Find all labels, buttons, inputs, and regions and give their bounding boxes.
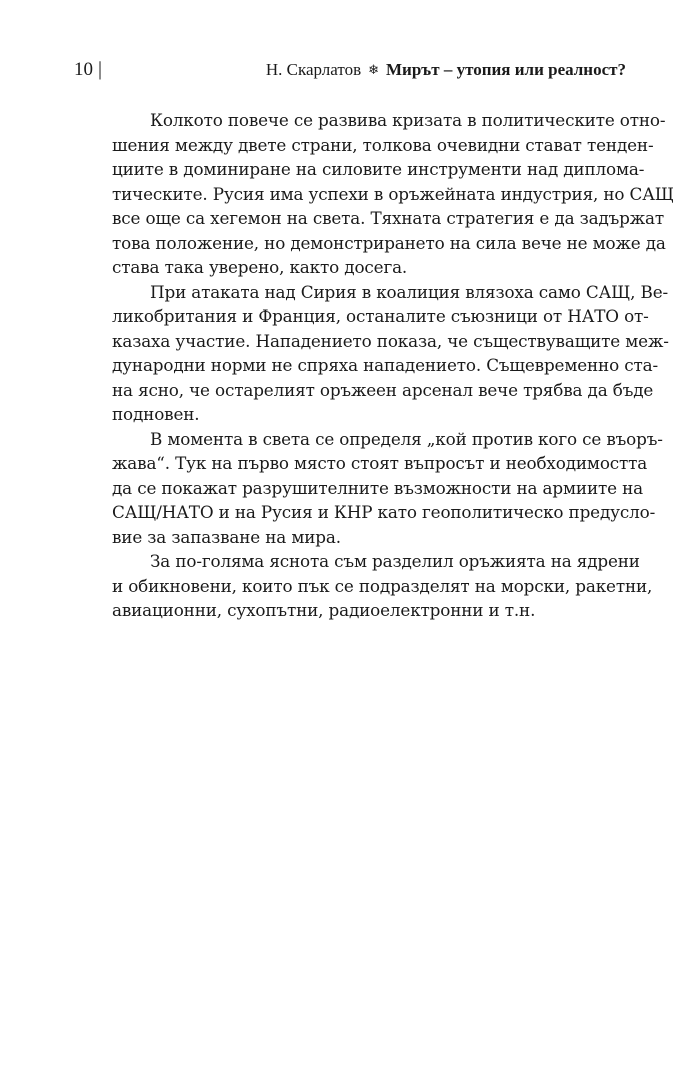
text-line: да се покажат разрушителните възможности на армиите на xyxy=(112,477,643,498)
text-line: и обикновени, които пък се подразделят на морски, ракетни, xyxy=(112,575,653,596)
text-line: шения между двете страни, толкова очевидни стават тенден- xyxy=(112,134,654,155)
paragraph-1 xyxy=(74,108,674,280)
text-line: дународни норми не спряха нападението. Същевременно ста- xyxy=(112,355,658,375)
text-line: авиационни, сухопътни, радиоелектронни и т.н. xyxy=(112,600,536,620)
text-line: казаха участие. Нападението показа, че съществуващите меж- xyxy=(112,330,669,351)
text-line: Колкото повече се развива кризата в политическите отно- xyxy=(150,110,666,130)
text-line: става така уверено, както досега. xyxy=(112,257,408,277)
text-line: САЩ/НАТО и на Русия и КНР като геополитическо предусло- xyxy=(112,502,656,522)
text-line: все още са хегемон на света. Тяхната стратегия е да задържат xyxy=(112,208,665,228)
paragraph-2 xyxy=(74,280,669,427)
text-line: При атаката над Сирия в коалиция влязоха само САЩ, Ве- xyxy=(150,281,669,302)
text-line: За по-голяма яснота съм разделил оръжията на ядрени xyxy=(150,551,640,571)
text-line: подновен. xyxy=(112,404,200,424)
header-author: Н. Скарлатов xyxy=(265,60,362,79)
page-number: 10 xyxy=(74,59,93,80)
body-text xyxy=(74,108,674,623)
text-line: В момента в света се определя „кой против кого се въоръ- xyxy=(150,428,663,449)
text-line: ликобритания и Франция, останалите съюзници от НАТО от- xyxy=(112,306,649,326)
text-line: на ясно, че остарелият оръжеен арсенал вече трябва да бъде xyxy=(112,379,654,400)
text-line: жава“. Тук на първо място стоят въпросът и необходимостта xyxy=(112,453,648,473)
snowflake-icon: ❄ xyxy=(368,62,380,77)
text-line: вие за запазване на мира. xyxy=(112,526,341,547)
paragraph-4 xyxy=(74,549,653,623)
text-line: циите в доминиране на силовите инструменти над диплома- xyxy=(112,159,645,179)
paragraph-3 xyxy=(74,427,663,550)
header-separator: | xyxy=(98,58,103,80)
text-line: тическите. Русия има успехи в оръжейната индустрия, но САЩ xyxy=(112,183,674,204)
running-header xyxy=(74,58,626,88)
text-line: това положение, но демонстрирането на сила вече не може да xyxy=(112,232,666,253)
header-book-title: Мирът – утопия или реалност? xyxy=(386,60,626,79)
header-right xyxy=(266,60,626,80)
